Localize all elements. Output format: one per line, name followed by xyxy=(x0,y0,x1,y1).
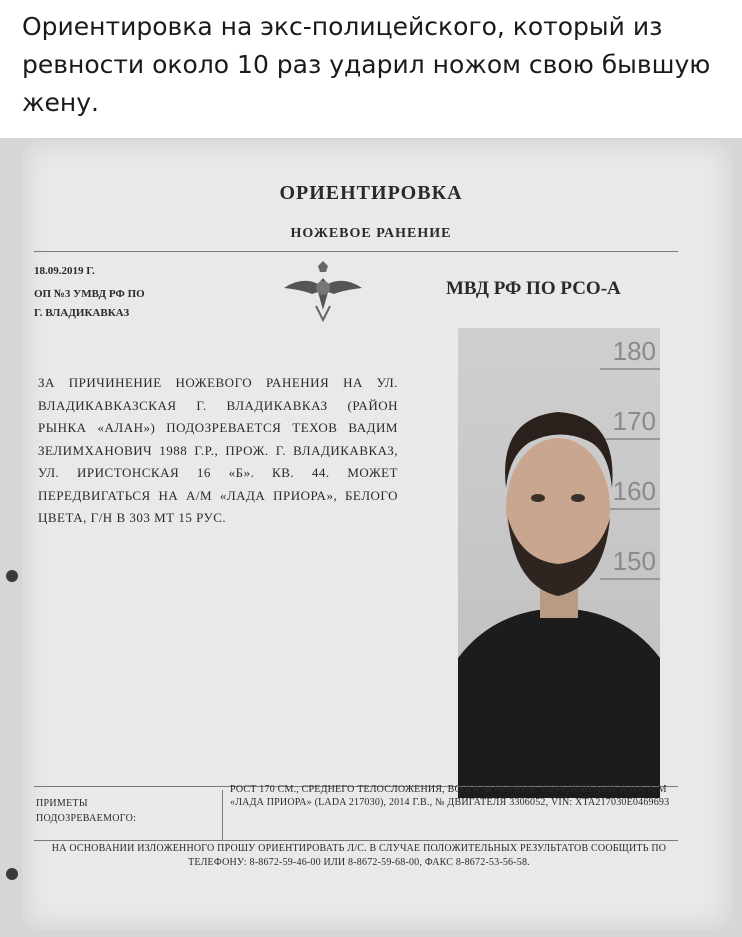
wanted-notice-text: ЗА ПРИЧИНЕНИЕ НОЖЕВОГО РАНЕНИЯ НА УЛ. ВЛАДИКАВКАЗСКАЯ Г. ВЛАДИКАВКАЗ (РАЙОН РЫНКА «АЛАН») ПОДОЗРЕВАЕТСЯ ТЕХОВ ВАДИМ ЗЕЛИМХАНОВИЧ 1988 Г.Р., ПРОЖ. Г. ВЛАДИКАВКАЗ, УЛ. ИРИСТОНСКАЯ 16 «Б». КВ. 44. МОЖЕТ ПЕРЕДВИГАТЬСЯ НА А/М «ЛАДА ПРИОРА», БЕЛОГО ЦВЕТА, Г/Н В 303 МТ 15 РУС. xyxy=(38,375,398,525)
contact-instructions: НА ОСНОВАНИИ ИЗЛОЖЕННОГО ПРОШУ ОРИЕНТИРОВАТЬ Л/С. В СЛУЧАЕ ПОЛОЖИТЕЛЬНЫХ РЕЗУЛЬТАТОВ СООБЩИТЬ ПО ТЕЛЕФОНУ: 8-8672-59-46-00 ИЛИ 8-8672-59-68-00, ФАКС 8-8672-53-56-58. xyxy=(51,843,667,868)
height-scale-label: 170 xyxy=(612,406,656,436)
department-line1: ОП №3 УМВД РФ ПО xyxy=(34,288,145,300)
height-scale-label: 150 xyxy=(612,546,656,576)
height-scale-label: 160 xyxy=(612,476,656,506)
signs-column-divider xyxy=(222,790,223,840)
eagle-emblem-icon xyxy=(282,258,364,322)
height-scale-label: 180 xyxy=(612,336,656,366)
binder-hole xyxy=(6,570,18,582)
document-subtitle: НОЖЕВОЕ РАНЕНИЕ xyxy=(290,226,452,241)
signs-label-line1: ПРИМЕТЫ xyxy=(36,798,88,809)
signs-label-line2: ПОДОЗРЕВАЕМОГО: xyxy=(36,813,137,824)
post-caption: Ориентировка на экс-полицейского, который из ревности около 10 раз ударил ножом свою бывшую жену. xyxy=(22,12,711,117)
binder-hole xyxy=(6,868,18,880)
signs-bottom-divider xyxy=(34,840,678,841)
document-title: ОРИЕНТИРОВКА xyxy=(279,182,463,204)
document-date: 18.09.2019 Г. xyxy=(34,265,95,277)
department-line2: Г. ВЛАДИКАВКАЗ xyxy=(34,307,130,319)
suspect-description: РОСТ 170 СМ., СРЕДНЕГО ТЕЛОСЛОЖЕНИЯ, ВОЛОСЫ ЧЕРНЫЕ. ПЕРЕДВИГАЕТСЯ НА А/М «ЛАДА ПРИОРА» (LADA 217030), 2014 Г.В., № ДВИГАТЕЛЯ 3306052, VIN: XTA217030E0469693 xyxy=(230,784,670,808)
agency-name: МВД РФ ПО РСО-А xyxy=(446,278,621,299)
suspect-portrait-illustration xyxy=(458,328,660,798)
header-divider xyxy=(34,251,678,252)
suspect-photo xyxy=(458,328,660,798)
